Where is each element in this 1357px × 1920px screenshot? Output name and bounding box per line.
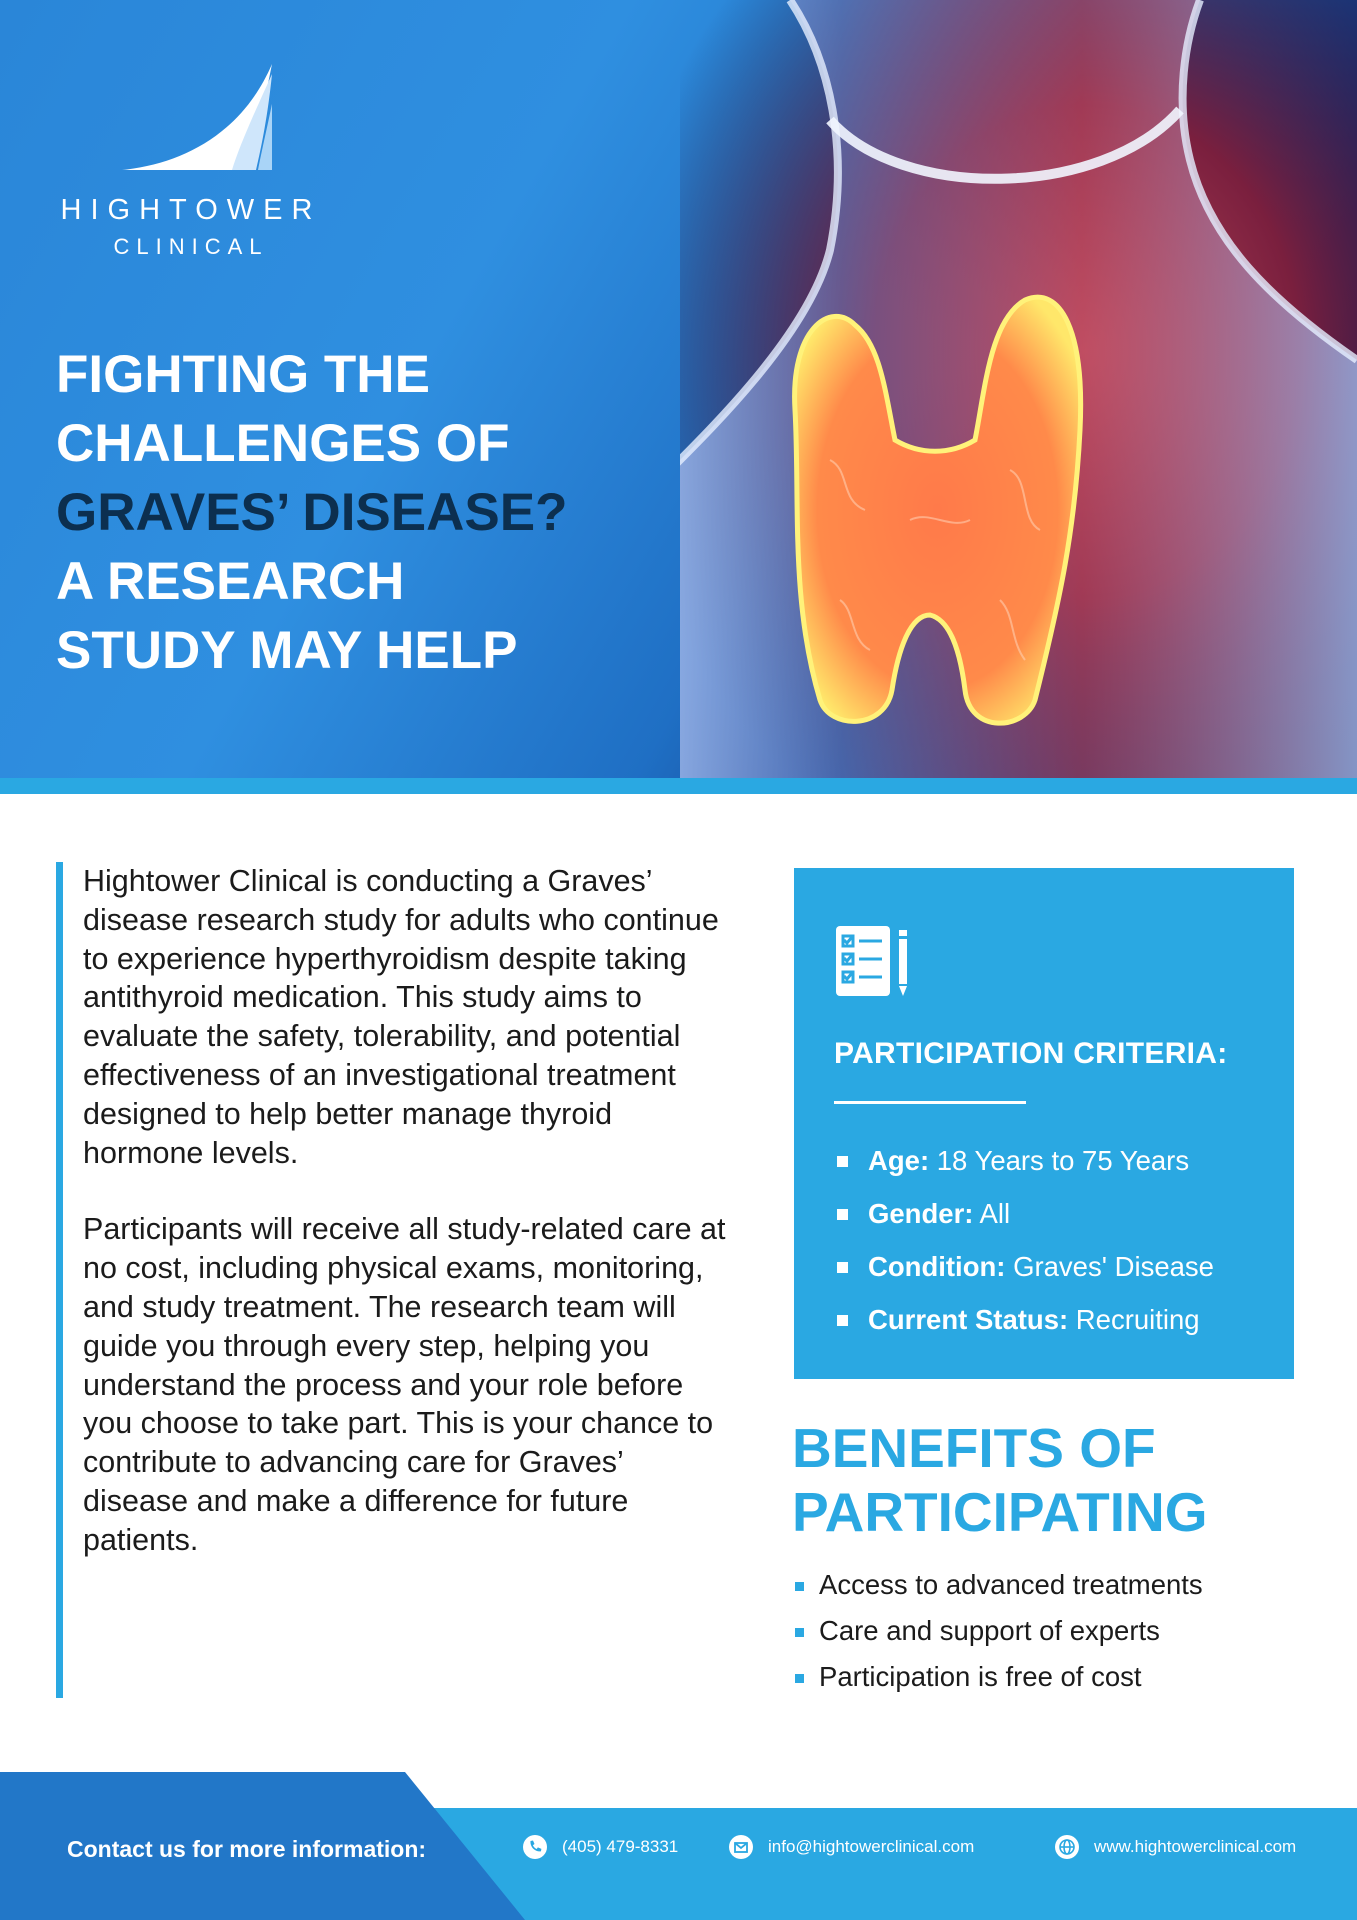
criteria-value: Recruiting bbox=[1068, 1304, 1200, 1335]
hero-divider-stripe bbox=[0, 778, 1357, 794]
criteria-divider bbox=[834, 1101, 1026, 1104]
phone-icon bbox=[522, 1834, 548, 1860]
criteria-item-gender bbox=[834, 1187, 1256, 1240]
criteria-value: All bbox=[973, 1198, 1011, 1229]
thyroid-illustration bbox=[680, 0, 1357, 780]
headline-line-1: FIGHTING THE bbox=[56, 345, 430, 404]
criteria-label: Age: bbox=[868, 1145, 930, 1176]
hero-banner bbox=[0, 0, 1357, 780]
intro-paragraph-1: Hightower Clinical is conducting a Graves’ disease research study for adults who continue to experience hyperthyroidism despite taking antithyroid medication. This study aims to evaluate the safety, tolerability, and potential effectiveness of an investigational treatment designed to help better manage thyroid hormone levels. bbox=[83, 864, 719, 1170]
benefits-title-line-2: PARTICIPATING bbox=[792, 1481, 1208, 1543]
criteria-value: 18 Years to 75 Years bbox=[929, 1145, 1190, 1176]
contact-footer bbox=[0, 1772, 1357, 1920]
email-icon bbox=[728, 1834, 754, 1860]
brand-name: HIGHTOWER bbox=[60, 194, 322, 226]
criteria-item-condition bbox=[834, 1240, 1256, 1293]
intro-paragraph-2: Participants will receive all study-related care at no cost, including physical exams, monitoring, and study treatment. The research team will guide you through every step, helping you understand the process and your role before you choose to take part. This is your chance to contribute to advancing care for Graves’ disease and make a difference for future patients. bbox=[83, 1212, 726, 1557]
page-headline bbox=[56, 340, 616, 685]
checklist-clipboard-icon bbox=[834, 922, 914, 1002]
benefits-list bbox=[794, 1562, 1314, 1700]
criteria-label: Current Status: bbox=[868, 1304, 1069, 1335]
email-text: info@hightowerclinical.com bbox=[768, 1837, 975, 1856]
contact-phone[interactable] bbox=[522, 1832, 678, 1862]
benefits-title-line-1: BENEFITS OF bbox=[792, 1417, 1156, 1479]
headline-line-5: STUDY MAY HELP bbox=[56, 621, 518, 680]
website-text: www.hightowerclinical.com bbox=[1094, 1837, 1297, 1856]
contact-label: Contact us for more information: bbox=[67, 1836, 427, 1862]
criteria-list bbox=[834, 1134, 1256, 1346]
benefit-item: Participation is free of cost bbox=[794, 1654, 1314, 1700]
participation-criteria-card bbox=[794, 868, 1294, 1379]
criteria-title: PARTICIPATION CRITERIA: bbox=[834, 1037, 1228, 1070]
criteria-label: Gender: bbox=[868, 1198, 974, 1229]
globe-icon bbox=[1054, 1834, 1080, 1860]
brand-logo bbox=[56, 64, 336, 264]
phone-text: (405) 479-8331 bbox=[562, 1837, 679, 1856]
hightower-sail-logo-icon bbox=[122, 64, 272, 174]
benefit-item: Care and support of experts bbox=[794, 1608, 1314, 1654]
headline-line-4: A RESEARCH bbox=[56, 552, 405, 611]
benefit-item: Access to advanced treatments bbox=[794, 1562, 1314, 1608]
criteria-item-age bbox=[834, 1134, 1256, 1187]
criteria-value: Graves' Disease bbox=[1005, 1251, 1214, 1282]
criteria-label: Condition: bbox=[868, 1251, 1006, 1282]
brand-subtitle: CLINICAL bbox=[113, 234, 269, 259]
benefits-title bbox=[792, 1416, 1312, 1544]
headline-line-3: GRAVES’ DISEASE? bbox=[56, 483, 568, 542]
criteria-item-status bbox=[834, 1293, 1256, 1346]
headline-line-2: CHALLENGES OF bbox=[56, 414, 510, 473]
contact-email[interactable] bbox=[728, 1832, 974, 1862]
contact-website[interactable] bbox=[1054, 1832, 1296, 1862]
study-description bbox=[56, 862, 736, 1698]
